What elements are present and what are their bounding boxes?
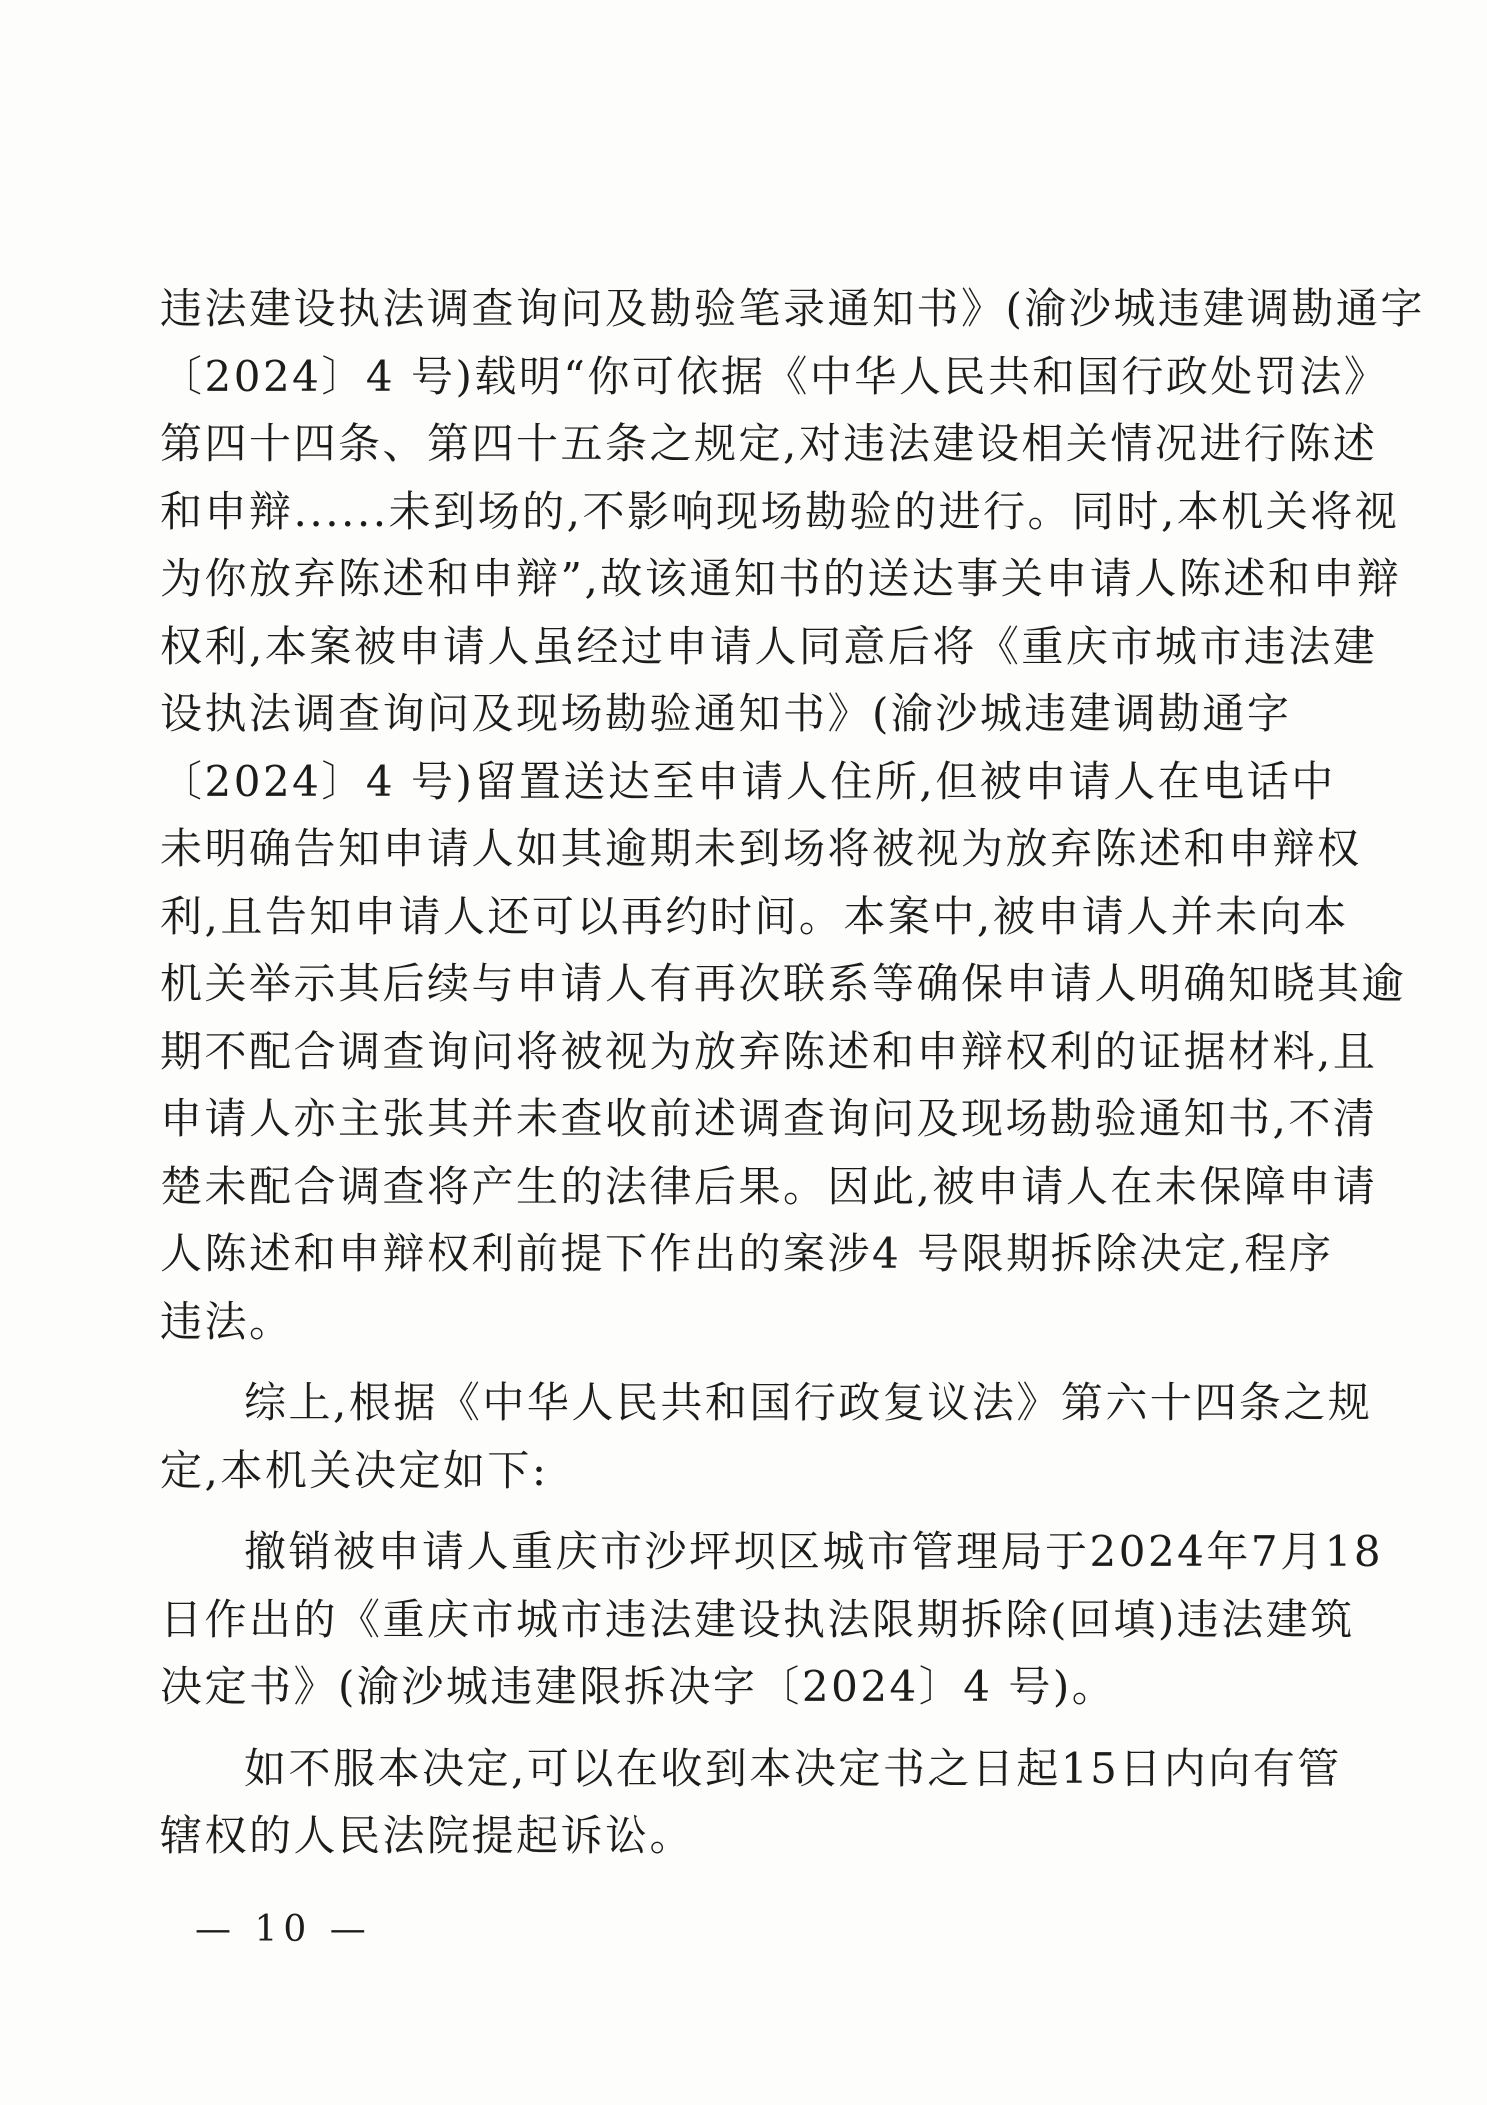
text-line: 楚未配合调查将产生的法律后果。因此,被申请人在未保障申请: [160, 1161, 1378, 1211]
text-line: 违法建设执法调查询问及勘验笔录通知书》(渝沙城违建调勘通字: [160, 284, 1425, 333]
text-line: 〔2024〕4 号)载明“你可依据《中华人民共和国行政处罚法》: [160, 351, 1389, 401]
page-number: — 10 —: [195, 1909, 372, 1950]
text-line: 机关举示其后续与申请人有再次联系等确保申请人明确知晓其逾: [160, 959, 1407, 1008]
text-line: 权利,本案被申请人虽经过申请人同意后将《重庆市城市违法建: [160, 621, 1378, 671]
text-line: 设执法调查询问及现场勘验通知书》(渝沙城违建调勘通字: [160, 689, 1292, 738]
paragraph-procedure-analysis: [160, 275, 1425, 1355]
text-line: 期不配合调查询问将被视为放弃陈述和申辩权利的证据材料,且: [160, 1026, 1378, 1076]
text-line: 第四十四条、第四十五条之规定,对违法建设相关情况进行陈述: [160, 419, 1378, 468]
text-line: 违法。: [160, 1296, 294, 1346]
text-line: 〔2024〕4 号)留置送达至申请人住所,但被申请人在电话中: [160, 756, 1336, 806]
text-line: 综上,根据《中华人民共和国行政复议法》第六十四条之规: [244, 1378, 1373, 1427]
paragraph-spacer: [160, 1721, 1270, 1735]
text-line: 决定书》(渝沙城违建限拆决字〔2024〕4 号)。: [160, 1662, 1117, 1711]
text-line: 如不服本决定,可以在收到本决定书之日起15日内向有管: [244, 1743, 1342, 1793]
document-body: [160, 275, 1425, 1870]
text-line: 利,且告知申请人还可以再约时间。本案中,被申请人并未向本: [160, 891, 1349, 941]
text-line: 未明确告知申请人如其逾期未到场将被视为放弃陈述和申辩权: [160, 824, 1362, 873]
text-line: 定,本机关决定如下:: [160, 1445, 549, 1495]
paragraph-spacer: [160, 1355, 1270, 1369]
paragraph-decision: [160, 1518, 1384, 1721]
paragraph-appeal-notice: [160, 1735, 1342, 1870]
paragraph-conclusion: [160, 1369, 1373, 1504]
text-line: 和申辩......未到场的,不影响现场勘验的进行。同时,本机关将视: [160, 486, 1400, 536]
text-line: 日作出的《重庆市城市违法建设执法限期拆除(回填)违法建筑: [160, 1594, 1355, 1644]
text-line: 申请人亦主张其并未查收前述调查询问及现场勘验通知书,不清: [160, 1094, 1378, 1143]
text-line: 撤销被申请人重庆市沙坪坝区城市管理局于2024年7月18: [244, 1527, 1384, 1576]
paragraph-spacer: [160, 1504, 1270, 1518]
text-line: 为你放弃陈述和申辩”,故该通知书的送达事关申请人陈述和申辩: [160, 554, 1402, 603]
text-line: 辖权的人民法院提起诉讼。: [160, 1811, 695, 1860]
text-line: 人陈述和申辩权利前提下作出的案涉4 号限期拆除决定,程序: [160, 1229, 1334, 1278]
